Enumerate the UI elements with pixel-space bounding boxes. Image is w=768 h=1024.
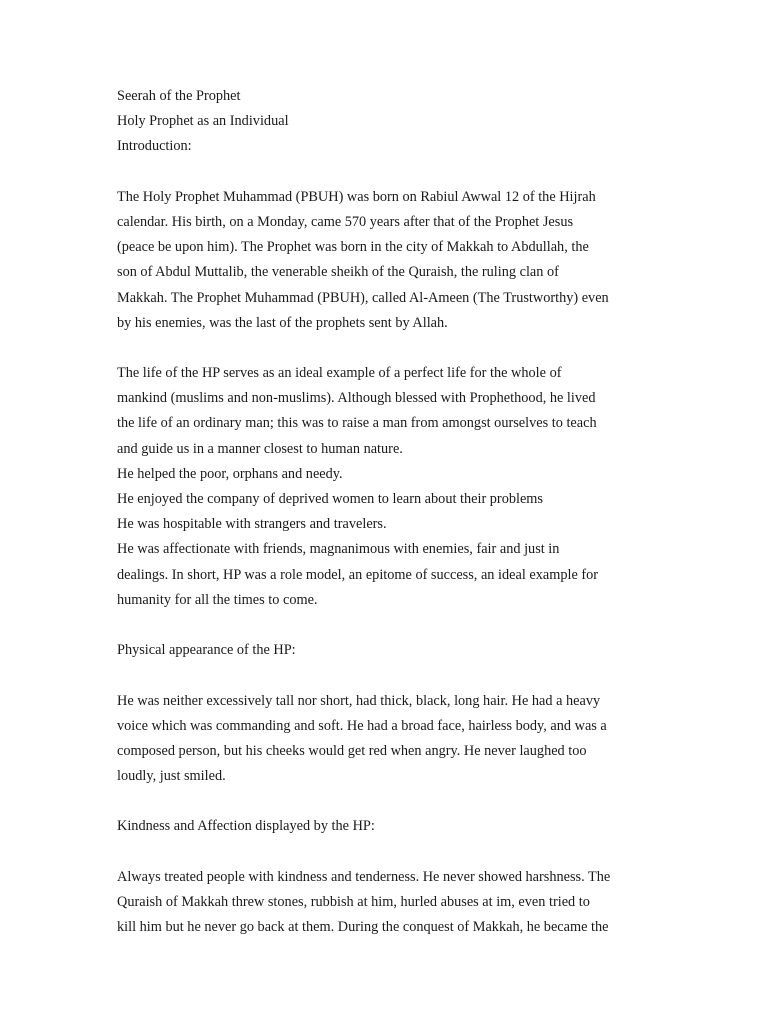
paragraph-physical-appearance — [117, 689, 657, 790]
paragraph-life-example — [117, 361, 657, 613]
paragraph-gap — [117, 789, 657, 814]
paragraph-birth — [117, 185, 657, 336]
text-line: son of Abdul Muttalib, the venerable sheikh of the Quraish, the ruling clan of — [117, 264, 559, 281]
text-line: humanity for all the times to come. — [117, 591, 318, 608]
text-line: mankind (muslims and non-muslims). Although blessed with Prophethood, he lived — [117, 390, 596, 407]
text-line: (peace be upon him). The Prophet was born in the city of Makkah to Abdullah, the — [117, 239, 589, 256]
text-line: He was affectionate with friends, magnanimous with enemies, fair and just in — [117, 541, 560, 558]
text-line: the life of an ordinary man; this was to raise a man from amongst ourselves to teach — [117, 415, 597, 432]
text-line: The life of the HP serves as an ideal example of a perfect life for the whole of — [117, 365, 562, 382]
text-line: The Holy Prophet Muhammad (PBUH) was born on Rabiul Awwal 12 of the Hijrah — [117, 188, 596, 205]
text-line: loudly, just smiled. — [117, 768, 226, 785]
paragraph-gap — [117, 613, 657, 638]
document-subtitle: Holy Prophet as an Individual — [117, 113, 289, 130]
section-heading-introduction: Introduction: — [117, 138, 192, 155]
text-line: Makkah. The Prophet Muhammad (PBUH), called Al-Ameen (The Trustworthy) even — [117, 289, 609, 306]
section-heading-physical-appearance: Physical appearance of the HP: — [117, 642, 296, 659]
text-line: and guide us in a manner closest to human nature. — [117, 440, 403, 457]
paragraph-gap — [117, 336, 657, 361]
text-line: kill him but he never go back at them. During the conquest of Makkah, he became the — [117, 919, 609, 936]
text-line: by his enemies, was the last of the prophets sent by Allah. — [117, 314, 448, 331]
text-line: calendar. His birth, on a Monday, came 570 years after that of the Prophet Jesus — [117, 213, 574, 230]
text-line: composed person, but his cheeks would get red when angry. He never laughed too — [117, 742, 587, 759]
text-line: Always treated people with kindness and tenderness. He never showed harshness. The — [117, 868, 611, 885]
text-line: He helped the poor, orphans and needy. — [117, 465, 343, 482]
paragraph-gap — [117, 663, 657, 688]
text-line: He was neither excessively tall nor short, had thick, black, long hair. He had a heavy — [117, 692, 601, 709]
text-line: dealings. In short, HP was a role model, an epitome of success, an ideal example for — [117, 566, 599, 583]
paragraph-gap — [117, 160, 657, 185]
text-line: He enjoyed the company of deprived women to learn about their problems — [117, 491, 543, 507]
text-line: voice which was commanding and soft. He had a broad face, hairless body, and was a — [117, 717, 607, 734]
document-title: Seerah of the Prophet — [117, 88, 241, 104]
paragraph-gap — [117, 840, 657, 865]
text-line: Quraish of Makkah threw stones, rubbish at him, hurled abuses at im, even tried to — [117, 894, 590, 910]
document-page — [117, 84, 657, 940]
paragraph-kindness — [117, 865, 657, 941]
text-line: He was hospitable with strangers and travelers. — [117, 516, 387, 533]
section-heading-kindness: Kindness and Affection displayed by the HP: — [117, 818, 375, 835]
